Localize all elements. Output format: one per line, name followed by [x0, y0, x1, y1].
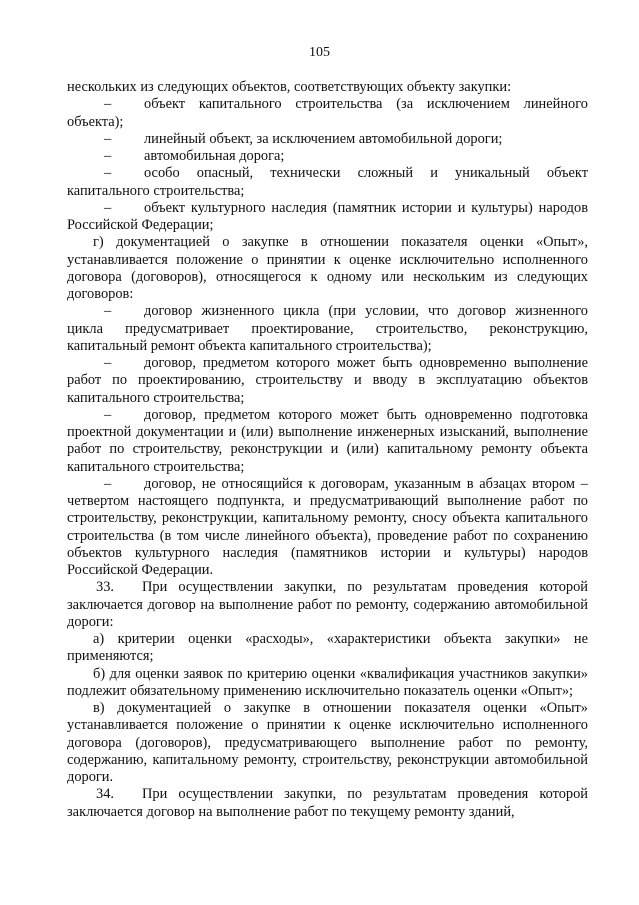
dash-marker: – — [104, 355, 112, 371]
list-item — [67, 131, 588, 148]
document-body — [67, 79, 588, 821]
list-item — [67, 165, 588, 200]
paragraph-text: нескольких из следующих объектов, соответствующих объекту закупки: — [67, 79, 512, 95]
clause-number: 33. — [96, 579, 114, 596]
dash-marker: – — [104, 406, 112, 423]
dash-marker: – — [104, 148, 112, 164]
dash-marker: – — [104, 199, 112, 216]
dash-marker: – — [104, 96, 112, 113]
paragraph-text: а) критерии оценки «расходы», «характеристики объекта закупки» не применяются; — [67, 631, 588, 665]
paragraph-text: договор, не относящийся к договорам, указанным в абзацах втором – четвертом настоящего подпункта, и предусматривающий выполнение работ по строительству, реконструкции, капитальному ремонту, сносу объекта капитального строительства (в том числе линейного объекта), проведение работ по сохранению объектов культурного наследия (памятников истории и культуры) народов Российской Федерации. — [67, 475, 588, 578]
numbered-clause — [67, 786, 588, 821]
dash-marker: – — [104, 475, 112, 492]
list-item — [67, 355, 588, 407]
paragraph-text: объект капитального строительства (за исключением линейного объекта); — [67, 96, 588, 130]
paragraph-text: в) документацией о закупке в отношении показателя оценки «Опыт» устанавливается положение о принятии к оценке исключительно исполненного договора (договоров), предусматривающего выполнение работ по ремонту, содержанию, капитальному ремонту, строительству, реконструкции автомобильной дороги. — [67, 700, 588, 785]
paragraph-text: договор жизненного цикла (при условии, что договор жизненного цикла предусматривает проектирование, строительство, реконструкцию, капитальный ремонт объекта капитального строительства); — [67, 303, 588, 354]
dash-marker: – — [104, 130, 112, 147]
list-item — [67, 148, 588, 165]
paragraph-text: автомобильная дорога; — [144, 148, 285, 164]
numbered-clause — [67, 579, 588, 631]
paragraph-text: договор, предметом которого может быть одновременно подготовка проектной документации и (или) выполнение инженерных изысканий, выполнение работ по строительству, реконструкции и (или) капитальному ремонту объекта капитального строительства; — [67, 406, 588, 475]
list-item — [67, 200, 588, 235]
list-item — [67, 407, 588, 476]
clause-number: 34. — [96, 786, 114, 803]
paragraph-text: договор, предметом которого может быть одновременно выполнение работ по проектированию, строительству и вводу в эксплуатацию объектов капитального строительства; — [67, 355, 588, 406]
paragraph-text: г) документацией о закупке в отношении показателя оценки «Опыт», устанавливается положение о принятии к оценке исключительно исполненного договора (договоров), относящегося к одному или нескольким из следующих договоров: — [67, 234, 588, 302]
paragraph — [67, 234, 588, 303]
list-item — [67, 303, 588, 355]
paragraph-text: объект культурного наследия (памятник истории и культуры) народов Российской Федерации; — [67, 199, 588, 233]
paragraph-text: линейный объект, за исключением автомобильной дороги; — [144, 130, 503, 147]
paragraph-text: б) для оценки заявок по критерию оценки «квалификация участников закупки» подлежит обязательному применению исключительно показатель оценки «Опыт»; — [67, 665, 588, 699]
page-number: 105 — [309, 45, 330, 60]
paragraph-text: При осуществлении закупки, по результатам проведения которой заключается договор на выполнение работ по текущему ремонту зданий, — [67, 786, 588, 820]
list-item — [67, 476, 588, 580]
paragraph — [67, 79, 588, 96]
dash-marker: – — [104, 165, 112, 182]
paragraph — [67, 631, 588, 666]
paragraph-text: При осуществлении закупки, по результатам проведения которой заключается договор на выполнение работ по ремонту, содержанию автомобильной дороги: — [67, 579, 588, 630]
paragraph — [67, 666, 588, 701]
paragraph-text: особо опасный, технически сложный и уникальный объект капитального строительства; — [67, 165, 588, 199]
list-item — [67, 96, 588, 131]
paragraph — [67, 700, 588, 786]
dash-marker: – — [104, 303, 112, 320]
